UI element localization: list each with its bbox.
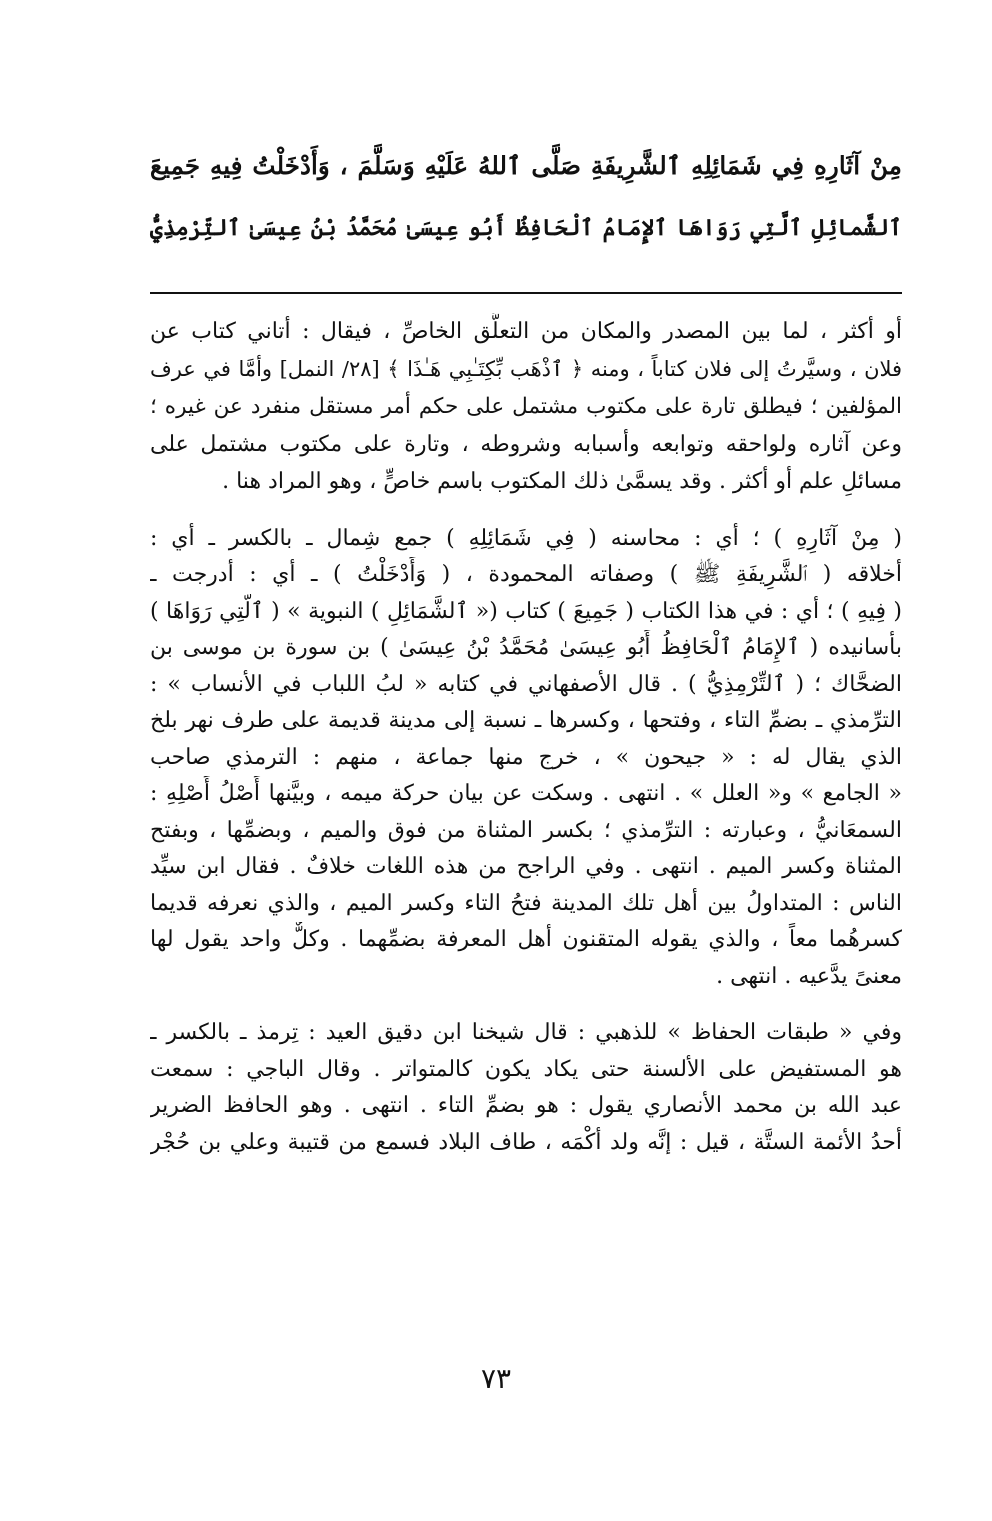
commentary-line: هو المستفيض على الألسنة حتى يكاد يكون كالمتواتر . وقال الباجي : سمعت <box>150 1056 902 1082</box>
commentary-line: كسرهُما معاً ، والذي يقوله المتقنون أهل المعرفة بضمِّهما . وكلٌّ واحد يقول لها <box>150 927 902 952</box>
commentary-line: ( فِيهِ ) ؛ أي : في هذا الكتاب ( جَمِيعَ ) كتاب (« ٱلشَّمَائِلِ ) النبوية » ( ٱلَّتِي رَوَاهَا ) <box>150 598 902 624</box>
commentary-line: أو أكثر ، لما بين المصدر والمكان من التعلُّق الخاصِّ ، فيقال : أتاني كتاب عن <box>150 319 902 344</box>
commentary-line: ( مِنْ آثَارِهِ ) ؛ أي : محاسنه ( فِي شَمَائِلِهِ ) جمع شِمال ـ بالكسر ـ أي : <box>150 525 902 551</box>
commentary-line: « الجامع » و« العلل » . انتهى . وسكت عن بيان حركة ميمه ، وبيَّنها أَصْلُ أَصْلِهِ : <box>150 781 902 806</box>
commentary-paragraph-2 <box>150 521 902 996</box>
commentary-line: الناس : المتداولُ بين أهل تلك المدينة فتحُ التاء وكسر الميم ، والذي نعرفه قديما <box>150 890 902 916</box>
commentary-line: الذي يقال له : « جيحون » ، خرج منها جماعة ، منهم : الترمذي صاحب <box>150 744 902 770</box>
main-text <box>150 135 902 259</box>
commentary-line: عبد الله بن محمد الأنصاري يقول : هو بضمِّ التاء . انتهى . وهو الحافظ الضرير <box>150 1093 902 1118</box>
commentary-line: المثناة وكسر الميم . انتهى . وفي الراجح من هذه اللغات خلافٌ . فقال ابن سيِّد <box>150 854 902 879</box>
commentary-line: مسائلِ علم أو أكثر . وقد يسمَّىٰ ذلك المكتوب باسم خاصٍّ ، وهو المراد هنا . <box>222 469 902 494</box>
commentary-line: الترِّمذي ـ بضمِّ التاء ، وفتحها ، وكسرها ـ نسبة إلى مدينة قديمة على طرف نهر بلخ <box>150 708 902 733</box>
commentary-line: وعن آثاره ولواحقه وتوابعه وأسبابه وشروطه ، وتارة على مكتوب مشتمل على <box>150 431 902 457</box>
commentary-line: بأسانيده ( ٱلإِمَامُ ٱلْحَافِظُ أَبُو عِيسَىٰ مُحَمَّدُ بْنُ عِيسَىٰ ) بن سورة بن موسى بن <box>150 635 902 660</box>
commentary-line: أحدُ الأئمة الستَّة ، قيل : إنَّه ولد أكْمَه ، طاف البلاد فسمع من قتيبة وعلي بن حُجْر <box>150 1129 902 1155</box>
footnote-divider <box>150 292 902 294</box>
commentary-line: معنىً يدَّعيه . انتهى . <box>716 963 902 989</box>
commentary-line: السمعَانيُّ ، وعبارته : الترِّمذي ؛ بكسر المثناة من فوق والميم ، وبضمِّها ، وبفتح <box>150 817 902 843</box>
main-text-line: ٱلشَّمائِلِ ٱلَّتِي رَوَاهَا ٱلإِمَامُ ٱلْحَافِظُ أَبُو عِيسَىٰ مُحَمَّدُ بْنُ عِيسَىٰ ٱلتِّرْمِذِيُّ <box>150 215 902 241</box>
commentary-line: وفي « طبقات الحفاظ » للذهبي : قال شيخنا ابن دقيق العيد : تِرمذ ـ بالكسر ـ <box>150 1020 902 1045</box>
commentary-line: فلان ، وسيَّرتُ إلى فلان كتاباً ، ومنه ﴿ ٱذْهَب بِّكِتَـٰبِي هَـٰذَا ﴾ [٢٨/ النمل] وأمَّا في عرف <box>150 356 902 381</box>
page-number: ٧٣ <box>480 1362 512 1395</box>
commentary-line: أخلاقه ( ٱلشَّرِيفَةِ ﷺ ) وصفاته المحمودة ، ( وَأَدْخَلْتُ ) ـ أي : أدرجت ـ <box>150 562 902 587</box>
main-text-block <box>150 135 902 259</box>
main-text-line: مِنْ آثَارِهِ فِي شَمَائِلِهِ ٱلشَّرِيفَةِ صَلَّى ٱللهُ عَلَيْهِ وَسَلَّمَ ، وَأَدْخَلْتُ فِيهِ جَمِيعَ <box>150 151 902 180</box>
commentary-paragraph-3 <box>150 1015 902 1161</box>
commentary-line: المؤلفين ؛ فيطلق تارة على مكتوب مشتمل على حكم أمر مستقل منفرد عن غيره ؛ <box>150 394 902 419</box>
commentary-line: الضحَّاك ؛ ( ٱلتِّرْمِذِيُّ ) . قال الأصفهاني في كتابه « لبُ اللباب في الأنساب » : <box>150 671 902 697</box>
commentary-paragraph-1 <box>150 313 902 501</box>
commentary-block <box>150 313 902 1161</box>
